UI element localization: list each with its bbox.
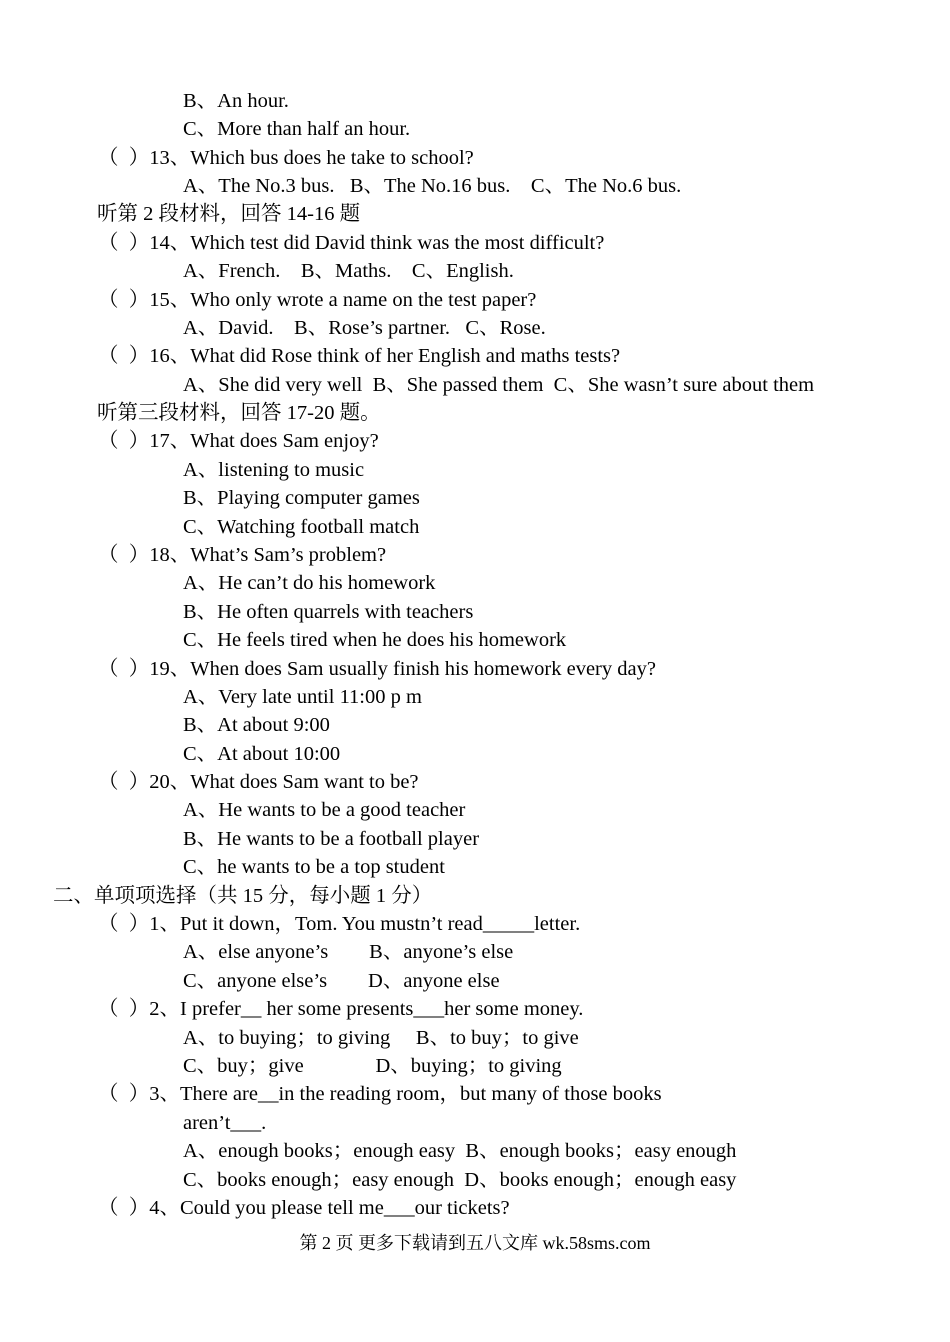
answer-option: C、More than half an hour. [183, 118, 411, 140]
question-line: （ ）18、What’s Sam’s problem? [98, 544, 387, 566]
question-line: （ ）14、Which test did David think was the most difficult? [98, 232, 605, 254]
page-footer: 第 2 页 更多下载请到五八文库 wk.58sms.com [299, 1233, 651, 1253]
question-line: （ ）3、There are__in the reading room，but many of those books [98, 1083, 662, 1105]
answer-option: A、enough books；enough easy B、enough books；easy enough [183, 1140, 737, 1162]
answer-option: A、He wants to be a good teacher [183, 799, 466, 821]
answer-option: aren’t___. [183, 1112, 267, 1134]
question-line: （ ）1、Put it down，Tom. You mustn’t read_____letter. [98, 913, 581, 935]
question-line: （ ）20、What does Sam want to be? [98, 771, 419, 793]
answer-option: A、David. B、Rose’s partner. C、Rose. [183, 317, 546, 339]
question-line: （ ）19、When does Sam usually finish his homework every day? [98, 658, 656, 680]
answer-option: A、else anyone’s B、anyone’s else [183, 941, 514, 963]
answer-option: A、He can’t do his homework [183, 572, 436, 594]
section-heading: 二、单项项选择（共 15 分，每小题 1 分） [53, 885, 433, 907]
answer-option: A、The No.3 bus. B、The No.16 bus. C、The No.6 bus. [183, 175, 682, 197]
section-heading: 听第三段材料，回答 17-20 题。 [97, 402, 381, 424]
answer-option: C、He feels tired when he does his homework [183, 629, 567, 651]
answer-option: B、At about 9:00 [183, 714, 330, 736]
question-line: （ ）17、What does Sam enjoy? [98, 430, 379, 452]
answer-option: A、She did very well B、She passed them C、She wasn’t sure about them [183, 374, 815, 396]
answer-option: C、anyone else’s D、anyone else [183, 970, 500, 992]
answer-option: A、Very late until 11:00 p m [183, 686, 422, 708]
answer-option: C、buy；give D、buying；to giving [183, 1055, 562, 1077]
question-line: （ ）13、Which bus does he take to school? [98, 147, 474, 169]
question-line: （ ）16、What did Rose think of her English and maths tests? [98, 345, 621, 367]
question-line: （ ）15、Who only wrote a name on the test paper? [98, 289, 537, 311]
answer-option: A、French. B、Maths. C、English. [183, 260, 514, 282]
question-line: （ ）4、Could you please tell me___our tickets? [98, 1197, 510, 1219]
answer-option: B、He often quarrels with teachers [183, 601, 474, 623]
section-heading: 听第 2 段材料，回答 14-16 题 [97, 203, 361, 225]
answer-option: C、Watching football match [183, 516, 420, 538]
answer-option: B、An hour. [183, 90, 289, 112]
answer-option: B、Playing computer games [183, 487, 420, 509]
answer-option: A、listening to music [183, 459, 365, 481]
question-line: （ ）2、I prefer__ her some presents___her some money. [98, 998, 584, 1020]
answer-option: C、he wants to be a top student [183, 856, 445, 878]
answer-option: B、He wants to be a football player [183, 828, 480, 850]
answer-option: A、to buying；to giving B、to buy；to give [183, 1027, 579, 1049]
answer-option: C、At about 10:00 [183, 743, 341, 765]
answer-option: C、books enough；easy enough D、books enough；enough easy [183, 1169, 737, 1191]
